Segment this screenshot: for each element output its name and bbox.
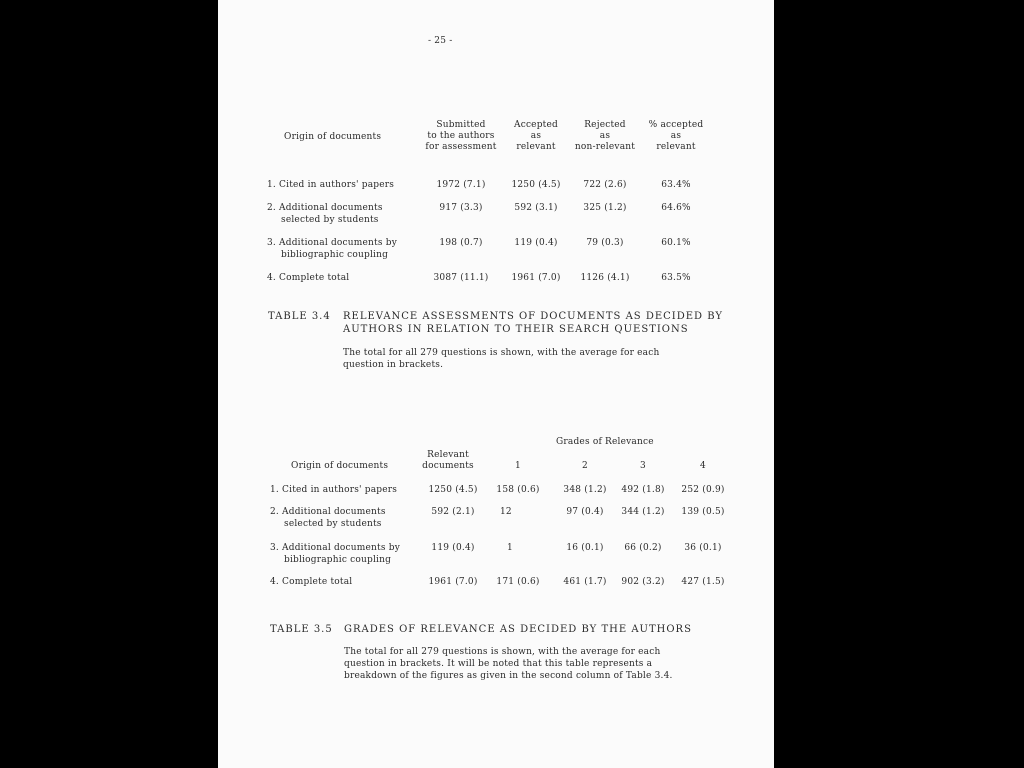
relevant-cell: 1961 (7.0) xyxy=(428,577,478,587)
pct-cell: 63.4% xyxy=(661,180,691,190)
grade-4-cell: 427 (1.5) xyxy=(681,577,725,587)
table-caption-line2: AUTHORS IN RELATION TO THEIR SEARCH QUESTIONS xyxy=(343,324,689,335)
relevant-cell: 592 (2.1) xyxy=(431,507,475,517)
pct-cell: 63.5% xyxy=(661,273,691,283)
grade-1-cell: 12 xyxy=(500,507,512,517)
grade-1-cell: 158 (0.6) xyxy=(496,485,540,495)
table-caption-label: TABLE 3.4 xyxy=(268,311,331,322)
accepted-header: Accepted as relevant xyxy=(514,120,558,152)
relevant-cell: 119 (0.4) xyxy=(431,543,475,553)
rejected-header: Rejected as non-relevant xyxy=(574,120,636,152)
row-label: 3. Additional documents by xyxy=(267,238,397,248)
grade-4-cell: 36 (0.1) xyxy=(684,543,722,553)
row-label-cont: bibliographic coupling xyxy=(281,250,389,260)
row-label: 3. Additional documents by xyxy=(270,543,400,553)
pct-cell: 60.1% xyxy=(661,238,691,248)
submitted-cell: 1972 (7.1) xyxy=(436,180,486,190)
submitted-header: Submitted to the authors for assessment xyxy=(425,120,497,152)
grade-3-cell: 66 (0.2) xyxy=(624,543,662,553)
page-number: - 25 - xyxy=(428,36,453,46)
row-label: 1. Cited in authors' papers xyxy=(270,485,398,495)
origin-header: Origin of documents xyxy=(291,461,389,471)
pct-cell: 64.6% xyxy=(661,203,691,213)
grade-4-cell: 252 (0.9) xyxy=(681,485,725,495)
row-label: 2. Additional documents xyxy=(270,507,386,517)
origin-header: Origin of documents xyxy=(284,132,382,142)
grade-2-cell: 97 (0.4) xyxy=(566,507,604,517)
grade-3-cell: 344 (1.2) xyxy=(621,507,665,517)
grade-2-header: 2 xyxy=(582,461,588,471)
grade-3-header: 3 xyxy=(640,461,646,471)
grades-header: Grades of Relevance xyxy=(556,437,654,447)
grade-2-cell: 461 (1.7) xyxy=(563,577,607,587)
grade-1-cell: 1 xyxy=(507,543,513,553)
accepted-cell: 1250 (4.5) xyxy=(511,180,561,190)
table-caption-label: TABLE 3.5 xyxy=(270,624,333,635)
grade-4-header: 4 xyxy=(700,461,706,471)
row-label-cont: bibliographic coupling xyxy=(284,555,392,565)
relevant-cell: 1250 (4.5) xyxy=(428,485,478,495)
submitted-cell: 3087 (11.1) xyxy=(433,273,489,283)
rejected-cell: 1126 (4.1) xyxy=(580,273,630,283)
table-caption-line1: RELEVANCE ASSESSMENTS OF DOCUMENTS AS DECIDED BY xyxy=(343,311,724,322)
row-label-cont: selected by students xyxy=(281,215,379,225)
accepted-cell: 1961 (7.0) xyxy=(511,273,561,283)
grade-3-cell: 492 (1.8) xyxy=(621,485,665,495)
rejected-cell: 79 (0.3) xyxy=(586,238,624,248)
rejected-cell: 722 (2.6) xyxy=(583,180,627,190)
grade-1-cell: 171 (0.6) xyxy=(496,577,540,587)
grade-2-cell: 16 (0.1) xyxy=(566,543,604,553)
grade-3-cell: 902 (3.2) xyxy=(621,577,665,587)
submitted-cell: 917 (3.3) xyxy=(439,203,483,213)
accepted-cell: 119 (0.4) xyxy=(514,238,558,248)
relevant-header: Relevant documents xyxy=(422,450,474,471)
grade-1-header: 1 xyxy=(515,461,521,471)
table-note: The total for all 279 questions is shown, with the average for each question in brackets. It will be noted that this table represents a breakdown of the figures as given in the second column of Table 3.4. xyxy=(344,647,673,681)
document-page xyxy=(218,0,774,768)
row-label: 2. Additional documents xyxy=(267,203,383,213)
grade-2-cell: 348 (1.2) xyxy=(563,485,607,495)
table-note: The total for all 279 questions is shown, with the average for each question in brackets. xyxy=(343,348,660,370)
row-label: 4. Complete total xyxy=(267,273,350,283)
pct-header: % accepted as relevant xyxy=(648,120,704,152)
accepted-cell: 592 (3.1) xyxy=(514,203,558,213)
row-label-cont: selected by students xyxy=(284,519,382,529)
row-label: 4. Complete total xyxy=(270,577,353,587)
grade-4-cell: 139 (0.5) xyxy=(681,507,725,517)
row-label: 1. Cited in authors' papers xyxy=(267,180,395,190)
submitted-cell: 198 (0.7) xyxy=(439,238,483,248)
table-caption-line1: GRADES OF RELEVANCE AS DECIDED BY THE AUTHORS xyxy=(344,624,692,635)
rejected-cell: 325 (1.2) xyxy=(583,203,627,213)
